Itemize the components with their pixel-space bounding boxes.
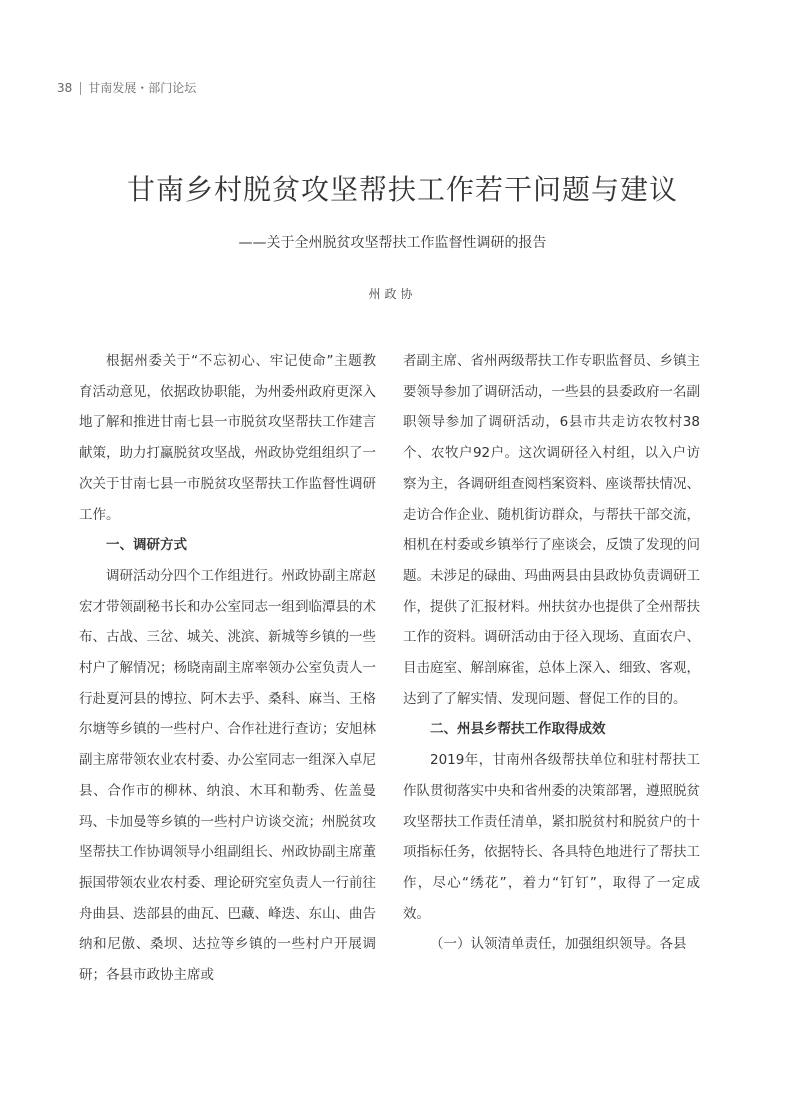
right-column — [403, 346, 700, 960]
left-column — [79, 346, 376, 991]
page-number: 38 — [57, 81, 73, 95]
subsection-item-1: （一）认领清单责任，加强组织领导。各县 — [430, 936, 687, 953]
achievements-paragraph: 2019年，甘南州各级帮扶单位和驻村帮扶工作队贯彻落实中央和省州委的决策部署，遵照脱贫攻坚帮扶工作责任清单，紧扣脱贫村和脱贫户的十项指标任务，依据特长、各具特色地进行了帮扶工作，尽心“绣花”，着力“钉钉”，取得了一定成效。 — [403, 752, 700, 922]
methods-paragraph-continued: 者副主席、省州两级帮扶工作专职监督员、乡镇主要领导参加了调研活动，一些县的县委政府一名副职领导参加了调研活动，6县市共走访农牧村38个、农牧户92户。这次调研径入村组，以入户访察为主，各调研组查阅档案资料、座谈帮扶情况、走访合作企业、随机街访群众，与帮扶干部交流，相机在村委或乡镇举行了座谈会，反馈了发现的问题。未涉足的碌曲、玛曲两县由县政协负责调研工作，提供了汇报材料。州扶贫办也提供了全州帮扶工作的资料。调研活动由于径入现场、直面农户、目击庭室、解剖麻雀，总体上深入、细致、客观，达到了了解实情、发现问题、督促工作的目的。 — [403, 353, 700, 707]
section-heading-achievements: 二、州县乡帮扶工作取得成效 — [430, 721, 606, 738]
header-divider — [80, 82, 81, 95]
section-heading-methods: 一、调研方式 — [106, 537, 187, 554]
section-label: 甘南发展・部门论坛 — [88, 81, 197, 95]
article-title: 甘南乡村脱贫攻坚帮扶工作若干问题与建议 — [126, 173, 678, 206]
intro-paragraph: 根据州委关于“不忘初心、牢记使命”主题教育活动意见，依据政协职能，为州委州政府更深入地了解和推进甘南七县一市脱贫攻坚帮扶工作建言献策，助力打赢脱贫攻坚战，州政协党组组织了一次关于甘南七县一市脱贫攻坚帮扶工作监督性调研工作。 — [79, 353, 376, 523]
running-header — [57, 80, 196, 96]
methods-paragraph: 调研活动分四个工作组进行。州政协副主席赵宏才带领副秘书长和办公室同志一组到临潭县的术布、古战、三岔、城关、洮滨、新城等乡镇的一些村户了解情况；杨晓南副主席率领办公室负责人一行赴夏河县的博拉、阿木去乎、桑科、麻当、王格尔塘等乡镇的一些村户、合作社进行查访；安旭林副主席带领农业农村委、办公室同志一组深入卓尼县、合作市的柳林、纳浪、木耳和勒秀、佐盖曼玛、卡加曼等乡镇的一些村户访谈交流；州脱贫攻坚帮扶工作协调领导小组副组长、州政协副主席董振国带领农业农村委、理论研究室负责人一行前往舟曲县、迭部县的曲瓦、巴藏、峰迭、东山、曲告纳和尼傲、桑坝、达拉等乡镇的一些村户开展调研；各县市政协主席或 — [79, 567, 376, 984]
article-subtitle: ——关于全州脱贫攻坚帮扶工作监督性调研的报告 — [238, 235, 547, 251]
article-author: 州政协 — [368, 287, 417, 301]
